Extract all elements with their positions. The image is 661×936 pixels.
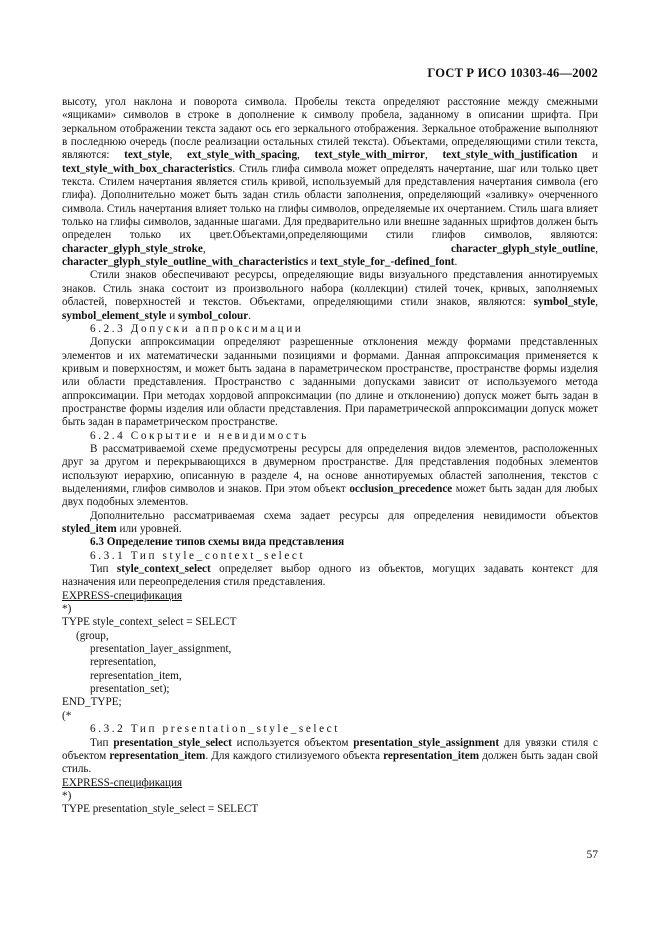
- code-line: presentation_layer_assignment,: [90, 643, 232, 656]
- heading-6-3-1: 6.3.1 Тип style_context_select: [90, 549, 306, 562]
- express-spec-label: EXPRESS-спецификация: [62, 776, 183, 789]
- code-line: (group,: [76, 629, 109, 642]
- heading-6-2-3: 6.2.3 Допуски аппроксимации: [90, 322, 304, 335]
- code-line: TYPE presentation_style_select = SELECT: [62, 803, 259, 816]
- code-line: representation_item,: [90, 669, 182, 682]
- page-number: 57: [586, 849, 598, 861]
- paragraph-invisibility: Дополнительно рассматриваемая схема задает ресурсы для определения невидимости объектов styled_item или уровней.: [62, 509, 598, 535]
- code-line: (*: [62, 709, 72, 722]
- code-line: presentation_set);: [90, 683, 170, 696]
- code-line: END_TYPE;: [62, 696, 122, 709]
- paragraph-occlusion: В рассматриваемой схеме предусмотрены ресурсы для определения видов элементов, расположенных друг за другом и перекрывающихся в двумерном пространстве. Для представления подобных элементов используют иерархию, описанную в разделе 4, на основе аннотируемых областей заполнения, текстов с выделениями, глифов символов и знаков. При этом объект occlusion_precedence может быть задан для любых двух подобных элементов.: [62, 442, 598, 509]
- heading-6-3: 6.3 Определение типов схемы вида представления: [90, 536, 345, 549]
- paragraph-approximation: Допуски аппроксимации определяют разрешенные отклонения между формами представленных элементов и их математически заданными позициями и формами. Данная аппроксимация применяется к кривым и поверхностям, и может быть задана в параметрическом пространстве, пространстве формы изделия или области представления. Пространство с заданными допусками зависит от используемого метода аппроксимации. При методах хордовой аппроксимации (по длине и отклонению) допуск может быть задан в пространстве формы изделия или области представления. При параметрической аппроксимации допуск может быть задан в параметрическом пространстве.: [62, 336, 598, 429]
- paragraph-symbol-styles: Стили знаков обеспечивают ресурсы, определяющие виды визуального представления аннотируемых знаков. Стиль знака состоит из произвольного набора (коллекции) стилей точек, кривых, заполняемых областей, поверхностей и текстов. Объектами, определяющими стили знаков, являются: symbol_style, symbol_element_style и symbol_colour.: [62, 269, 598, 322]
- paragraph-style-context-select: Тип style_context_select определяет выбор одного из объектов, могущих задавать контекст для назначения или переопределения стиля представления.: [62, 563, 599, 589]
- express-spec-label: EXPRESS-спецификация: [62, 589, 183, 602]
- standard-header: ГОСТ Р ИСО 10303-46—2002: [427, 66, 598, 80]
- code-line: TYPE style_context_select = SELECT: [62, 616, 237, 629]
- code-line: representation,: [90, 656, 157, 669]
- paragraph-text-styles: высоту, угол наклона и поворота символа. Пробелы текста определяют расстояние между смежными «ящиками» символов в строке в дополнение к символу пробела, заданному в описании шрифта. При зеркальном отображении текста задают ось его зеркального отображения. Зеркальное отображение выполняют в последнюю очередь (после реализации остальных стилей текста). Объектами, определяющими стили текста, являются: text_style, ext_style_with_spacing, text_style_with_mirror, text_style_with_justification и text_style_with_box_characteristics. Стиль глифа символа может определять начертание, шаг или только цвет текста. Стилем начертания является стиль кривой, используемый для представления начертания символа (его глифа). Дополнительно может быть задан стиль области заполнения, определяющий «заливку» очерченного символа. Стиль начертания влияет только на глифы символов, определяемые их очертанием. Стиль шага влияет только на глифы символов, заданные шагами. Для предварительно или внешне заданных шрифтов должен быть определен только их цвет.Объектами,определяющими стили глифов символов, являются: character_glyph_style_stroke, character_glyph_style_outline, character_glyph_style_outline_with_characteristics и text_style_for_-defined_font.: [62, 96, 598, 269]
- page-body: [62, 96, 598, 817]
- code-line: *): [62, 789, 72, 802]
- paragraph-presentation-style-select: Тип presentation_style_select используется объектом presentation_style_assignment для увязки стиля с объектом representation_item. Для каждого стилизуемого объекта representation_item должен быть задан свой стиль.: [62, 736, 598, 776]
- heading-6-2-4: 6.2.4 Сокрытие и невидимость: [90, 429, 309, 442]
- heading-6-3-2: 6.3.2 Тип presentation_style_select: [90, 723, 340, 736]
- code-line: *): [62, 603, 72, 616]
